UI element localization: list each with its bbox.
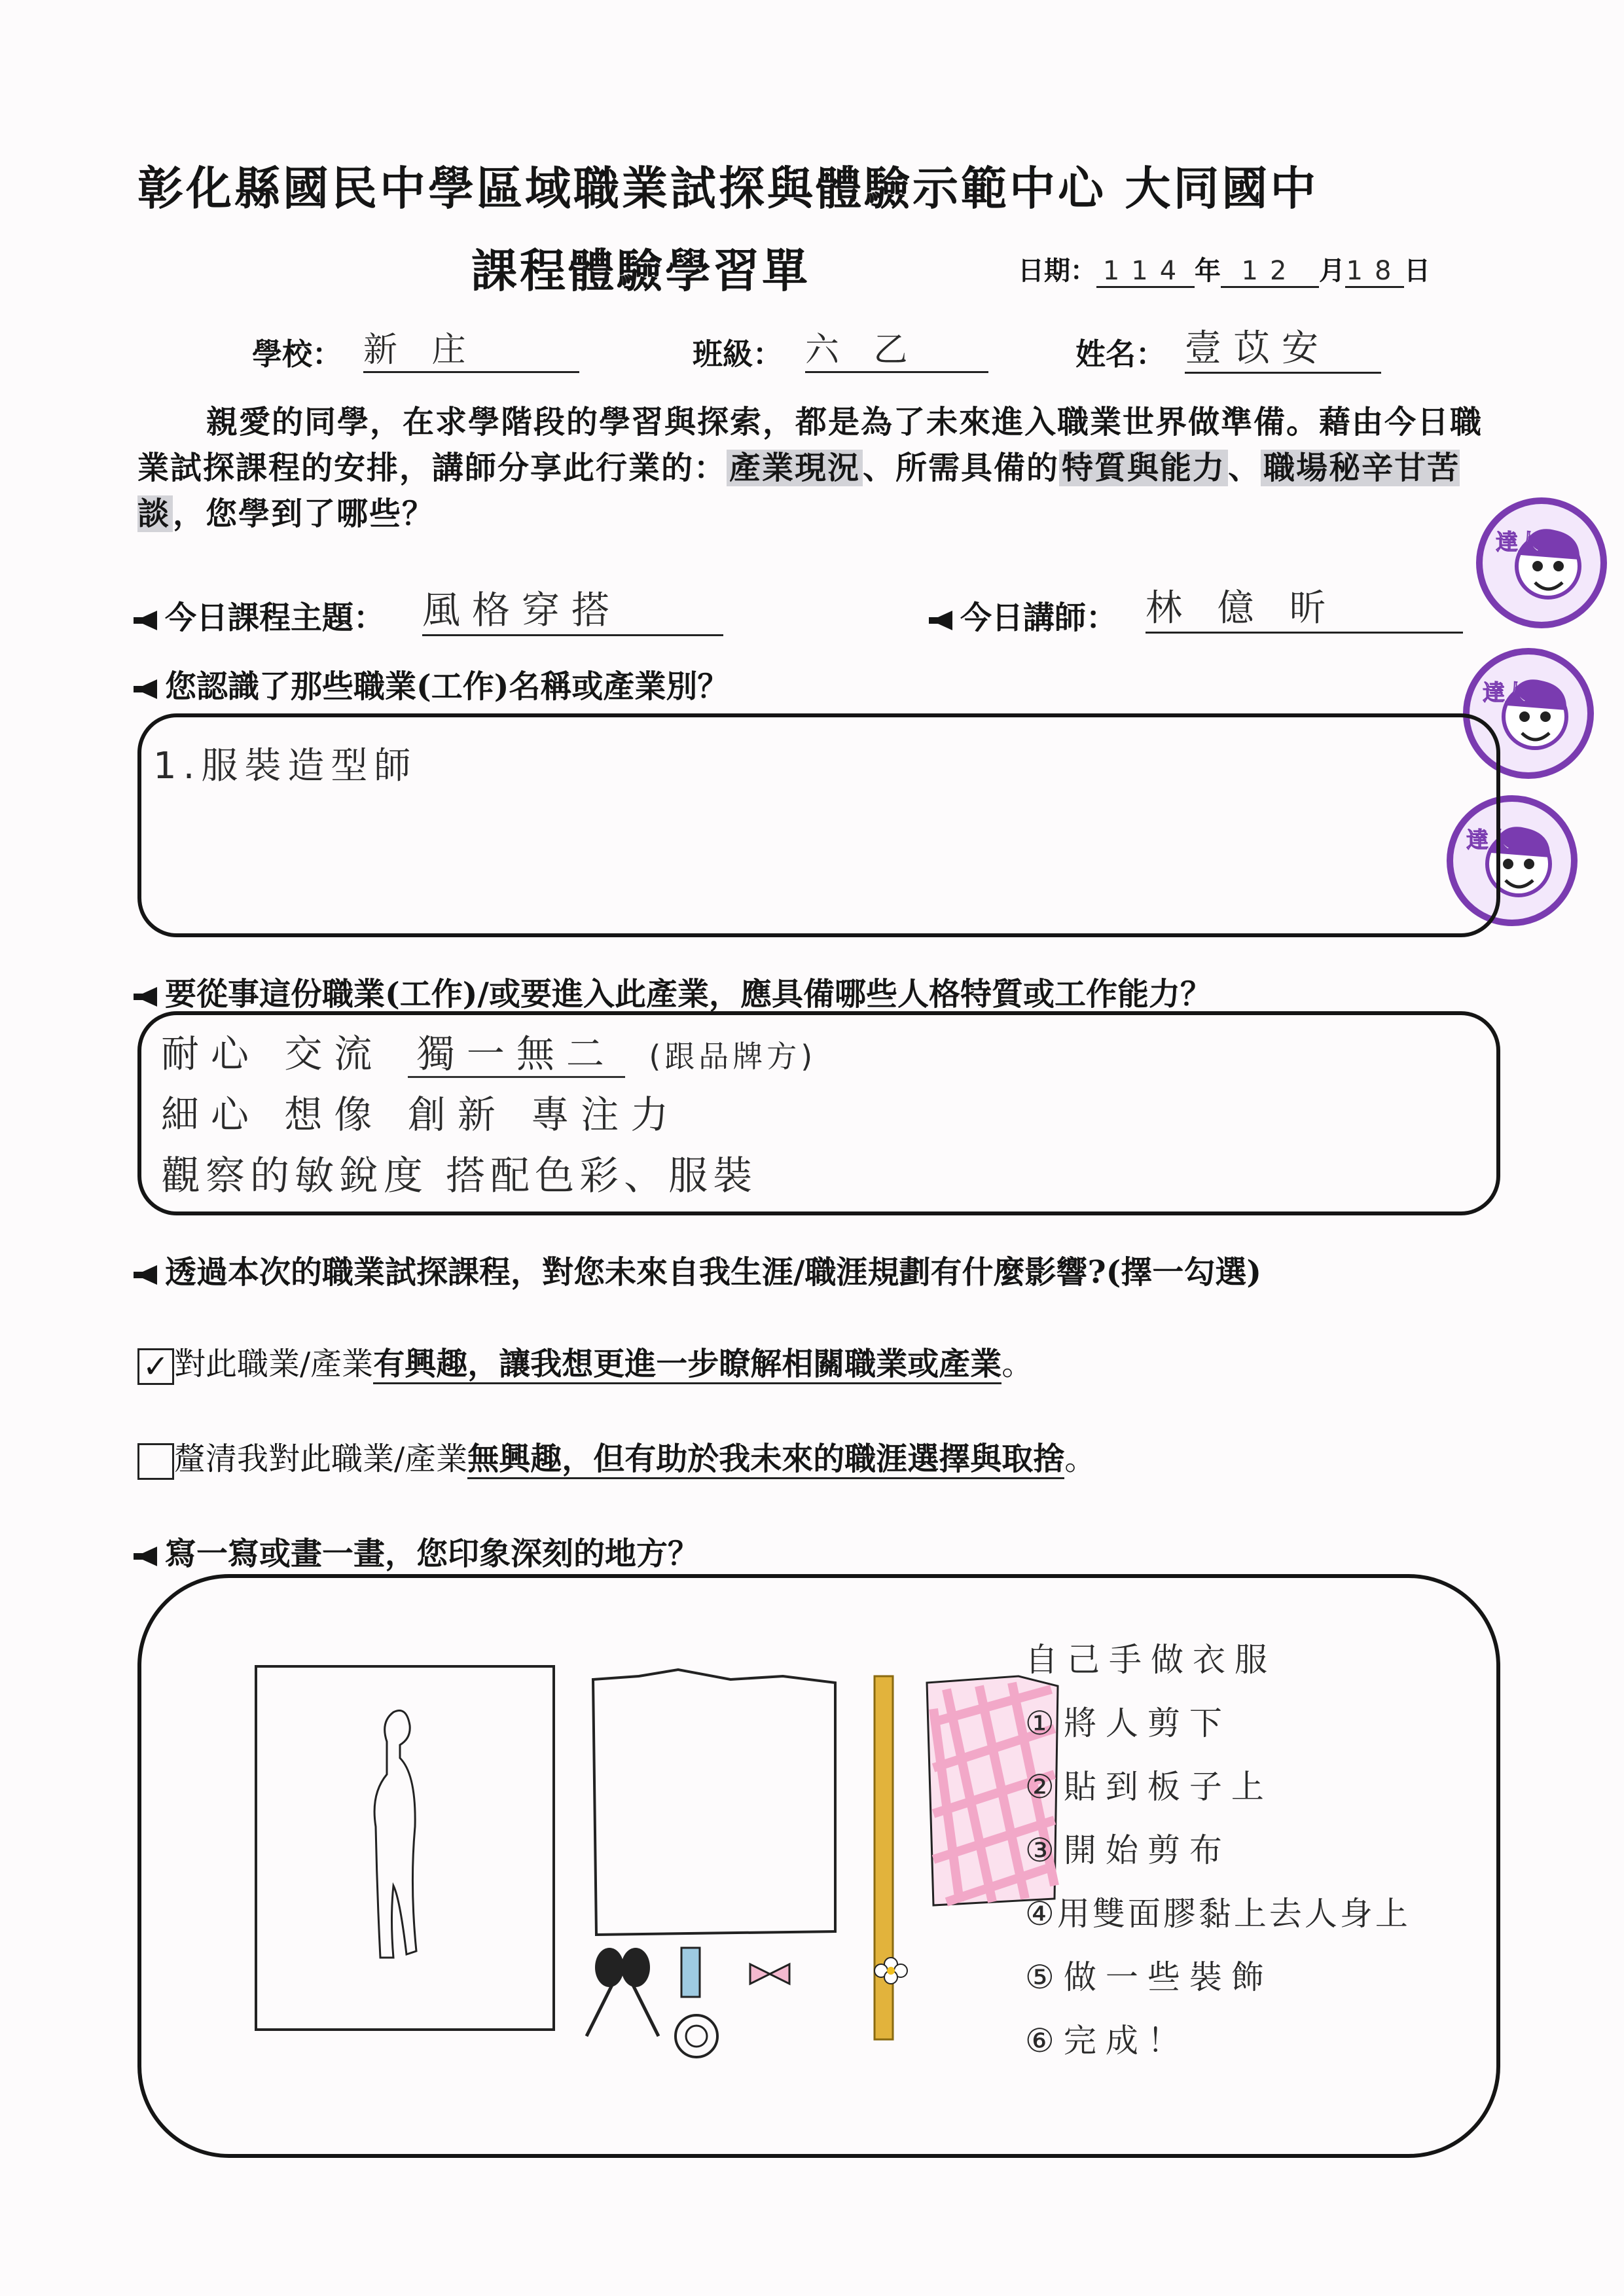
step-item: ①將人剪下 xyxy=(1025,1704,1231,1742)
step-item: ⑤做一些裝飾 xyxy=(1025,1958,1273,1996)
option-interested[interactable] xyxy=(137,1338,1033,1385)
intro-text-2: 、所需具備的 xyxy=(863,450,1060,486)
intro-highlight-industry: 產業現況 xyxy=(727,450,863,486)
teacher-row xyxy=(926,592,1117,637)
megaphone-icon xyxy=(131,609,162,632)
stamp-1 xyxy=(1476,497,1607,628)
option-interested-prefix: 對此職業/產業 xyxy=(174,1346,374,1382)
megaphone-icon xyxy=(131,986,162,1008)
paper-sheet xyxy=(593,1670,835,1935)
stamp-text: 達人 xyxy=(1466,827,1511,853)
steps-list xyxy=(1025,1634,1411,2078)
topic-row xyxy=(131,592,385,637)
date-month[interactable]: 12 xyxy=(1221,256,1319,288)
date-row xyxy=(1018,250,1430,288)
intro-highlight-traits: 特質與能力 xyxy=(1059,450,1228,486)
question-impact xyxy=(131,1247,1261,1292)
step-item: ⑥完成！ xyxy=(1025,2022,1189,2060)
class-label: 班級： xyxy=(693,336,783,372)
person-figure-icon xyxy=(374,1711,416,1958)
option-interested-text: ，讓我想更進一步瞭解相關職業或產業 xyxy=(467,1346,1001,1384)
month-unit: 月 xyxy=(1319,255,1345,286)
name-label: 姓名： xyxy=(1075,336,1166,372)
question-impression xyxy=(131,1528,699,1573)
date-day[interactable]: 18 xyxy=(1345,256,1404,288)
option-not-interested-text: ，但有助於我未來的職涯選擇與取捨 xyxy=(562,1441,1064,1479)
date-label: 日期： xyxy=(1018,255,1096,286)
option-not-interested-end: 。 xyxy=(1064,1441,1096,1477)
traits-text-1c: (跟品牌方) xyxy=(649,1039,817,1074)
school-label: 學校： xyxy=(252,336,342,372)
stamp-text: 達人 xyxy=(1496,529,1540,556)
teacher-field[interactable]: 林 億 昕 xyxy=(1146,579,1463,634)
scissors-icon xyxy=(586,1948,659,2036)
sheet-title: 課程體驗學習單 xyxy=(471,243,810,298)
question-traits xyxy=(131,969,1212,1014)
ruler-icon xyxy=(875,1676,893,2039)
question-impact-label: 透過本次的職業試探課程，對您未來自我生涯/職涯規劃有什麼影響?(擇一勾選) xyxy=(165,1254,1262,1291)
megaphone-icon xyxy=(131,1264,162,1286)
intro-text-1: 親愛的同學，在求學階段的學習與探索，都是為了未來進入職業世界做準備。藉由今日職業試探課程的安排，講師分享此行業的： xyxy=(137,404,1483,486)
traits-text-1a: 耐心 交流 xyxy=(161,1031,384,1076)
teacher-label: 今日講師： xyxy=(960,600,1118,636)
name-field[interactable]: 壹苡安 xyxy=(1185,319,1381,374)
question-occupations-label: 您認識了那些職業(工作)名稱或產業別？ xyxy=(165,668,729,705)
school-field[interactable]: 新 庄 xyxy=(363,322,579,373)
answer-occupations: 1.服裝造型師 xyxy=(153,745,418,787)
step-item: ③開始剪布 xyxy=(1025,1831,1231,1869)
answer-box-traits[interactable] xyxy=(137,1011,1500,1215)
glue-icon xyxy=(681,1948,700,1997)
bow-icon xyxy=(750,1964,789,1984)
stamp-text: 達人 xyxy=(1483,680,1527,706)
megaphone-icon xyxy=(926,609,958,632)
traits-line-3: 觀察的敏銳度 搭配色彩、服裝 xyxy=(161,1153,758,1199)
question-impression-label: 寫一寫或畫一畫，您印象深刻的地方？ xyxy=(165,1535,700,1572)
option-not-interested-prefix: 釐清我對此職業/產業 xyxy=(174,1441,468,1477)
question-occupations xyxy=(131,661,729,706)
option-interested-end: 。 xyxy=(1001,1346,1034,1382)
date-year[interactable]: 114 xyxy=(1096,256,1195,288)
option-interested-keyword: 有興趣 xyxy=(373,1346,467,1384)
checkbox-not-interested[interactable] xyxy=(137,1443,174,1480)
mannequin-board xyxy=(256,1666,554,2030)
checkbox-interested[interactable]: ✓ xyxy=(137,1348,174,1385)
answer-box-occupations[interactable] xyxy=(137,713,1500,937)
traits-text-1b: 獨一無二 xyxy=(408,1031,625,1078)
megaphone-icon xyxy=(131,678,162,700)
drawing-box[interactable] xyxy=(137,1574,1500,2158)
traits-line-1 xyxy=(161,1023,816,1078)
topic-field[interactable]: 風格穿搭 xyxy=(422,579,723,636)
megaphone-icon xyxy=(131,1545,162,1568)
class-field[interactable]: 六 乙 xyxy=(805,322,988,373)
traits-line-2: 細心 想像 創新 專注力 xyxy=(161,1092,681,1137)
tape-roll-icon xyxy=(676,2015,717,2057)
day-unit: 日 xyxy=(1404,255,1430,286)
option-not-interested-keyword: 無興趣 xyxy=(467,1441,562,1479)
intro-paragraph xyxy=(137,399,1492,537)
intro-highlight-stories: 職場秘辛甘苦談 xyxy=(137,450,1460,532)
intro-text-4: ，您學到了哪些？ xyxy=(173,495,435,532)
intro-text-3: 、 xyxy=(1228,450,1261,486)
step-item: 自己手做衣服 xyxy=(1025,1641,1276,1679)
topic-label: 今日課程主題： xyxy=(165,600,386,636)
year-unit: 年 xyxy=(1195,255,1221,286)
option-not-interested[interactable] xyxy=(137,1433,1096,1480)
page-title: 彰化縣國民中學區域職業試探與體驗示範中心 大同國中 xyxy=(137,161,1319,215)
step-item: ②貼到板子上 xyxy=(1025,1768,1273,1806)
question-traits-label: 要從事這份職業(工作)/或要進入此產業，應具備哪些人格特質或工作能力？ xyxy=(165,976,1212,1013)
step-item: ④用雙面膠黏上去人身上 xyxy=(1025,1895,1411,1933)
